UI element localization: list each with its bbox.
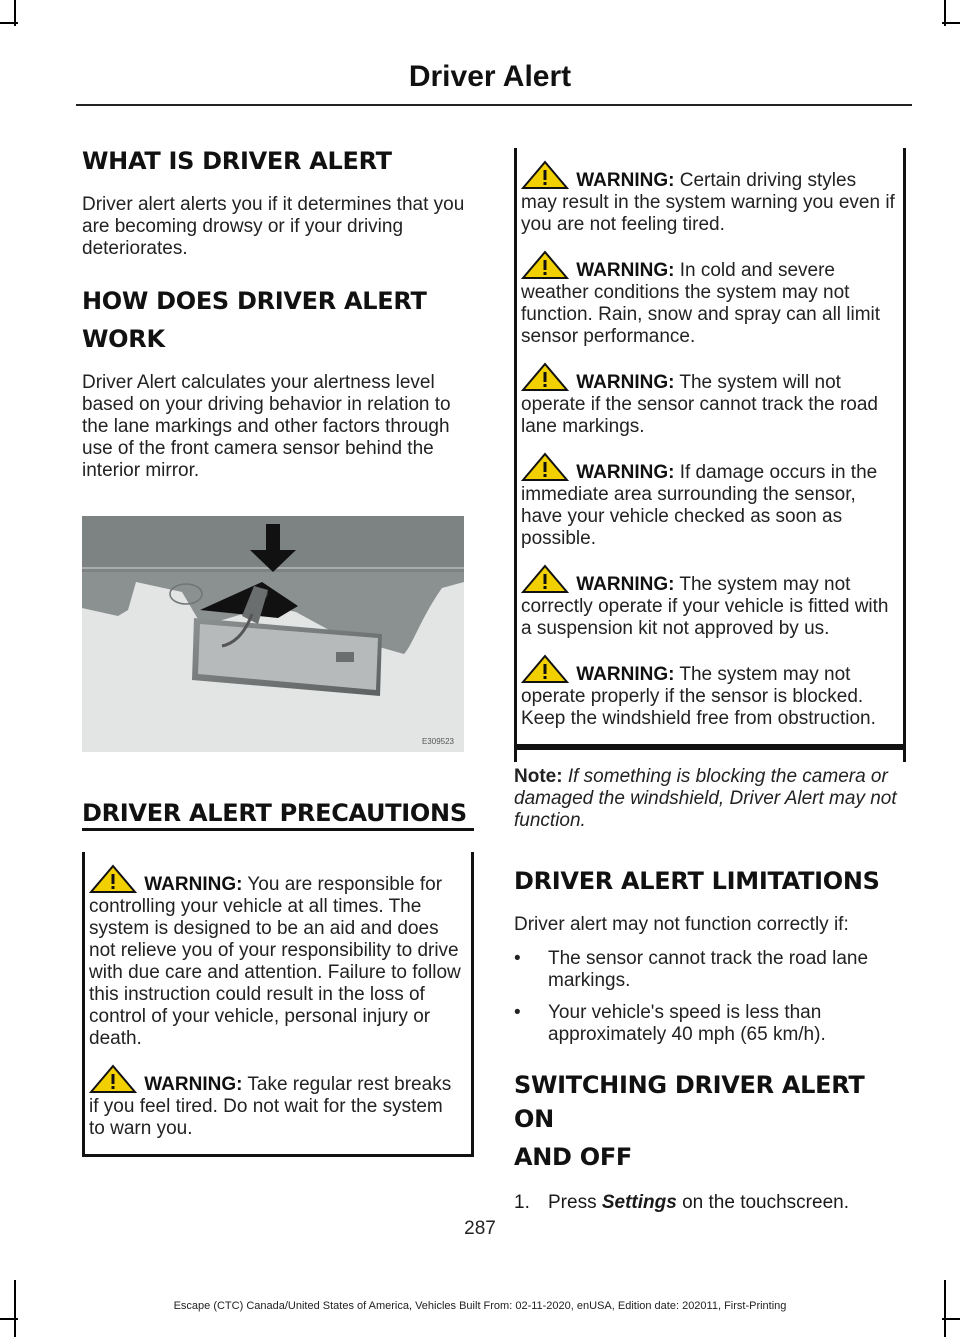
limitations-heading: DRIVER ALERT LIMITATIONS — [514, 867, 880, 895]
warning-triangle-icon — [521, 250, 569, 280]
note-text: If something is blocking the camera or damaged the windshield, Driver Alert may not function. — [514, 766, 897, 831]
warning-label: WARNING: — [576, 574, 675, 595]
warning-text: Certain driving styles may result in the system warning you even if you are not feeling tired. — [521, 170, 895, 235]
what-is-heading: WHAT IS DRIVER ALERT — [82, 147, 392, 175]
step-number: 1. — [514, 1192, 530, 1213]
right-box-left-rule — [514, 148, 517, 762]
left-warning-box — [82, 852, 474, 1157]
warning-triangle-icon — [521, 452, 569, 482]
warning-item — [521, 564, 895, 640]
warning-box-top-rule — [82, 828, 474, 831]
warning-text: In cold and severe weather conditions the system may not function. Rain, snow and spray can all limit sensor performance. — [521, 260, 881, 347]
precautions-heading: DRIVER ALERT PRECAUTIONS — [82, 799, 467, 827]
warning-label: WARNING: — [576, 372, 675, 393]
step-text-pre: Press — [548, 1192, 597, 1213]
warning-item — [521, 250, 895, 348]
warning-label: WARNING: — [144, 1074, 243, 1095]
page-title: Driver Alert — [408, 60, 572, 93]
limitations-list — [514, 948, 906, 1046]
camera-sensor-illustration — [82, 516, 464, 752]
warning-text: Take regular rest breaks if you feel tired. Do not wait for the system to warn you. — [89, 1074, 452, 1139]
warning-item — [521, 452, 895, 550]
warning-text: If damage occurs in the immediate area surrounding the sensor, have your vehicle checked as soon as possible. — [521, 462, 878, 549]
footer-edition-text: Escape (CTC) Canada/United States of America, Vehicles Built From: 02-11-2020, enUSA, Edition date: 202011, First-Printing — [173, 1300, 787, 1312]
crop-mark — [0, 22, 18, 24]
left-column — [82, 144, 474, 1157]
right-warning-box — [514, 148, 906, 747]
settings-term: Settings — [601, 1192, 677, 1213]
warning-text: The system may not operate properly if the sensor is blocked. Keep the windshield free from obstruction. — [521, 664, 876, 729]
warning-label: WARNING: — [576, 170, 675, 191]
warning-item — [89, 864, 463, 1050]
crop-mark — [942, 22, 960, 24]
crop-mark — [942, 1318, 960, 1320]
warning-label: WARNING: — [576, 462, 675, 483]
warning-triangle-icon — [521, 160, 569, 190]
warning-item — [521, 362, 895, 438]
how-heading-line1: HOW DOES DRIVER ALERT — [82, 287, 427, 315]
list-item: • The sensor cannot track the road lane markings. — [514, 948, 906, 992]
note — [514, 766, 906, 832]
warning-item — [521, 160, 895, 236]
how-text: Driver Alert calculates your alertness level based on your driving behavior in relation to the lane markings and other factors through use of the front camera sensor behind the interior mirror. — [82, 372, 451, 481]
note-label: Note: — [514, 766, 563, 787]
warning-triangle-icon — [521, 564, 569, 594]
camera-sensor-figure — [82, 516, 464, 752]
step-1 — [514, 1192, 906, 1214]
warning-triangle-icon — [521, 362, 569, 392]
how-heading-line2: WORK — [82, 325, 165, 353]
warning-text: The system may not correctly operate if your vehicle is fitted with a suspension kit not approved by us. — [521, 574, 889, 639]
warning-label: WARNING: — [144, 874, 243, 895]
warning-item — [521, 654, 895, 730]
step-text-post: on the touchscreen. — [682, 1192, 849, 1213]
what-is-text: Driver alert alerts you if it determines that you are becoming drowsy or if your driving deteriorates. — [82, 194, 465, 259]
warning-item — [89, 1064, 463, 1140]
page-number: 287 — [464, 1218, 496, 1239]
crop-mark — [0, 1318, 18, 1320]
switching-heading-line2: AND OFF — [514, 1143, 633, 1171]
warning-box-bottom-rule — [514, 747, 906, 750]
switching-heading-line1: SWITCHING DRIVER ALERT ON — [514, 1071, 865, 1133]
right-box-right-rule — [903, 148, 906, 762]
list-item: • Your vehicle's speed is less than approximately 40 mph (65 km/h). — [514, 1002, 906, 1046]
warning-triangle-icon — [521, 654, 569, 684]
warning-text: The system will not operate if the sensor cannot track the road lane markings. — [521, 372, 878, 437]
warning-label: WARNING: — [576, 260, 675, 281]
figure-code: E309523 — [421, 737, 454, 746]
header-rule — [76, 104, 912, 106]
warning-label: WARNING: — [576, 664, 675, 685]
warning-triangle-icon — [89, 1064, 137, 1094]
limitations-intro: Driver alert may not function correctly if: — [514, 914, 849, 935]
warning-triangle-icon — [89, 864, 137, 894]
right-column — [514, 148, 906, 1214]
warning-text: You are responsible for controlling your vehicle at all times. The system is designed to be an aid and does not relieve you of your responsibility to drive with due care and attention. Failure to follow this instruction could result in the loss of control of your vehicle, personal injury or death. — [89, 874, 461, 1049]
